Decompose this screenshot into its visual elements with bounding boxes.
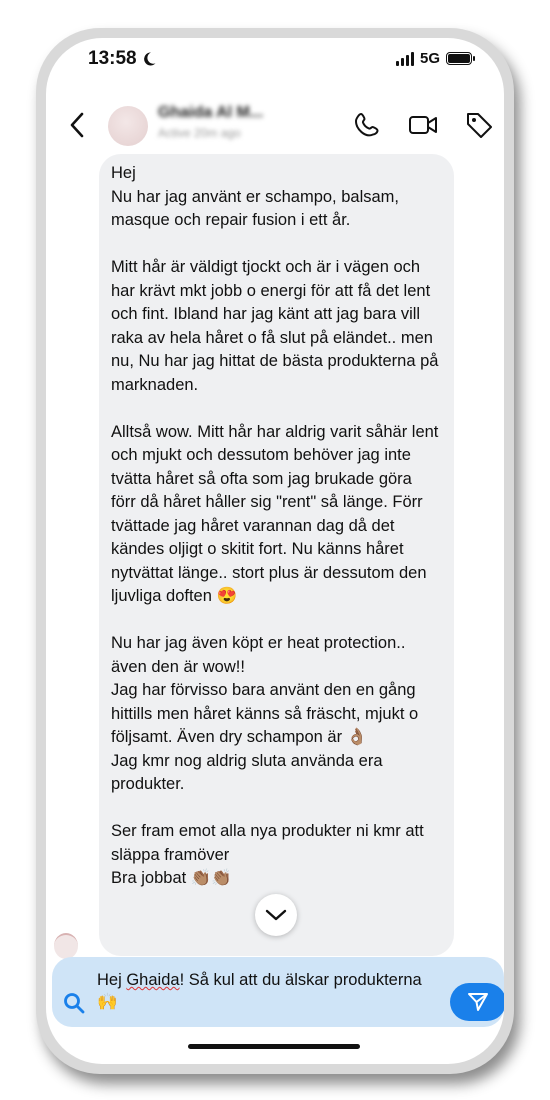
phone-icon[interactable]	[354, 110, 384, 140]
moon-icon	[141, 51, 157, 67]
message-bubble[interactable]: Hej Nu har jag använt er schampo, balsam, masque och repair fusion i ett år. Mitt hår är väldigt tjockt och är i vägen och har krävt mkt jobb o energi för att få det lent och fint. Ibland har jag känt att jag bara vill raka av hela håret o få slut på eländet.. men nu, Nu har jag hittat de bästa produkterna på marknaden. Alltså wow. Mitt hår har aldrig varit såhär lent och mjukt och dessutom behöver jag inte tvätta håret så ofta som jag brukade göra förr då håret håller sig "rent" så länge. Förr tvättade jag håret varannan dag då det kändes oljigt o skitit fort. Nu känns håret nytvättat länge.. stort plus är dessutom den ljuvliga doften 😍 Nu har jag även köpt er heat protection.. även den är wow!! Jag har förvisso bara använt den en gång hittills men håret känns så fräscht, mjukt o följsamt. Även dry schampon är 👌🏽 Jag kmr nog aldrig sluta använda era produkter. Ser fram emot alla nya produkter ni kmr att släppa framöver Bra jobbat 👏🏽👏🏽	[99, 154, 454, 956]
battery-icon	[446, 52, 472, 65]
composer-name: Ghaida	[126, 971, 180, 989]
tag-icon[interactable]	[464, 110, 494, 140]
home-indicator[interactable]	[188, 1044, 360, 1049]
send-icon	[467, 992, 489, 1012]
network-label: 5G	[419, 50, 440, 67]
composer-text-after: ! Så kul att du älskar produkterna 🙌	[97, 971, 422, 1011]
sender-avatar	[54, 933, 78, 959]
video-icon[interactable]	[408, 110, 438, 140]
contact-name[interactable]: Ghaida Al M...	[158, 104, 264, 121]
message-composer[interactable]	[52, 957, 504, 1027]
phone-screen	[46, 38, 504, 1064]
avatar[interactable]	[108, 106, 148, 146]
composer-text-before: Hej	[97, 971, 127, 989]
search-icon[interactable]	[62, 991, 86, 1015]
contact-status: Active 20m ago	[158, 126, 241, 140]
send-button[interactable]	[450, 983, 504, 1021]
status-indicators	[396, 50, 472, 67]
back-icon[interactable]	[64, 108, 90, 142]
signal-icon	[396, 52, 414, 66]
status-time-label: 13:58	[88, 48, 137, 69]
scroll-down-button[interactable]	[255, 894, 297, 936]
status-time	[88, 48, 157, 70]
chevron-down-icon	[265, 908, 287, 922]
message-input[interactable]	[97, 969, 427, 1013]
chat-header	[46, 100, 504, 156]
